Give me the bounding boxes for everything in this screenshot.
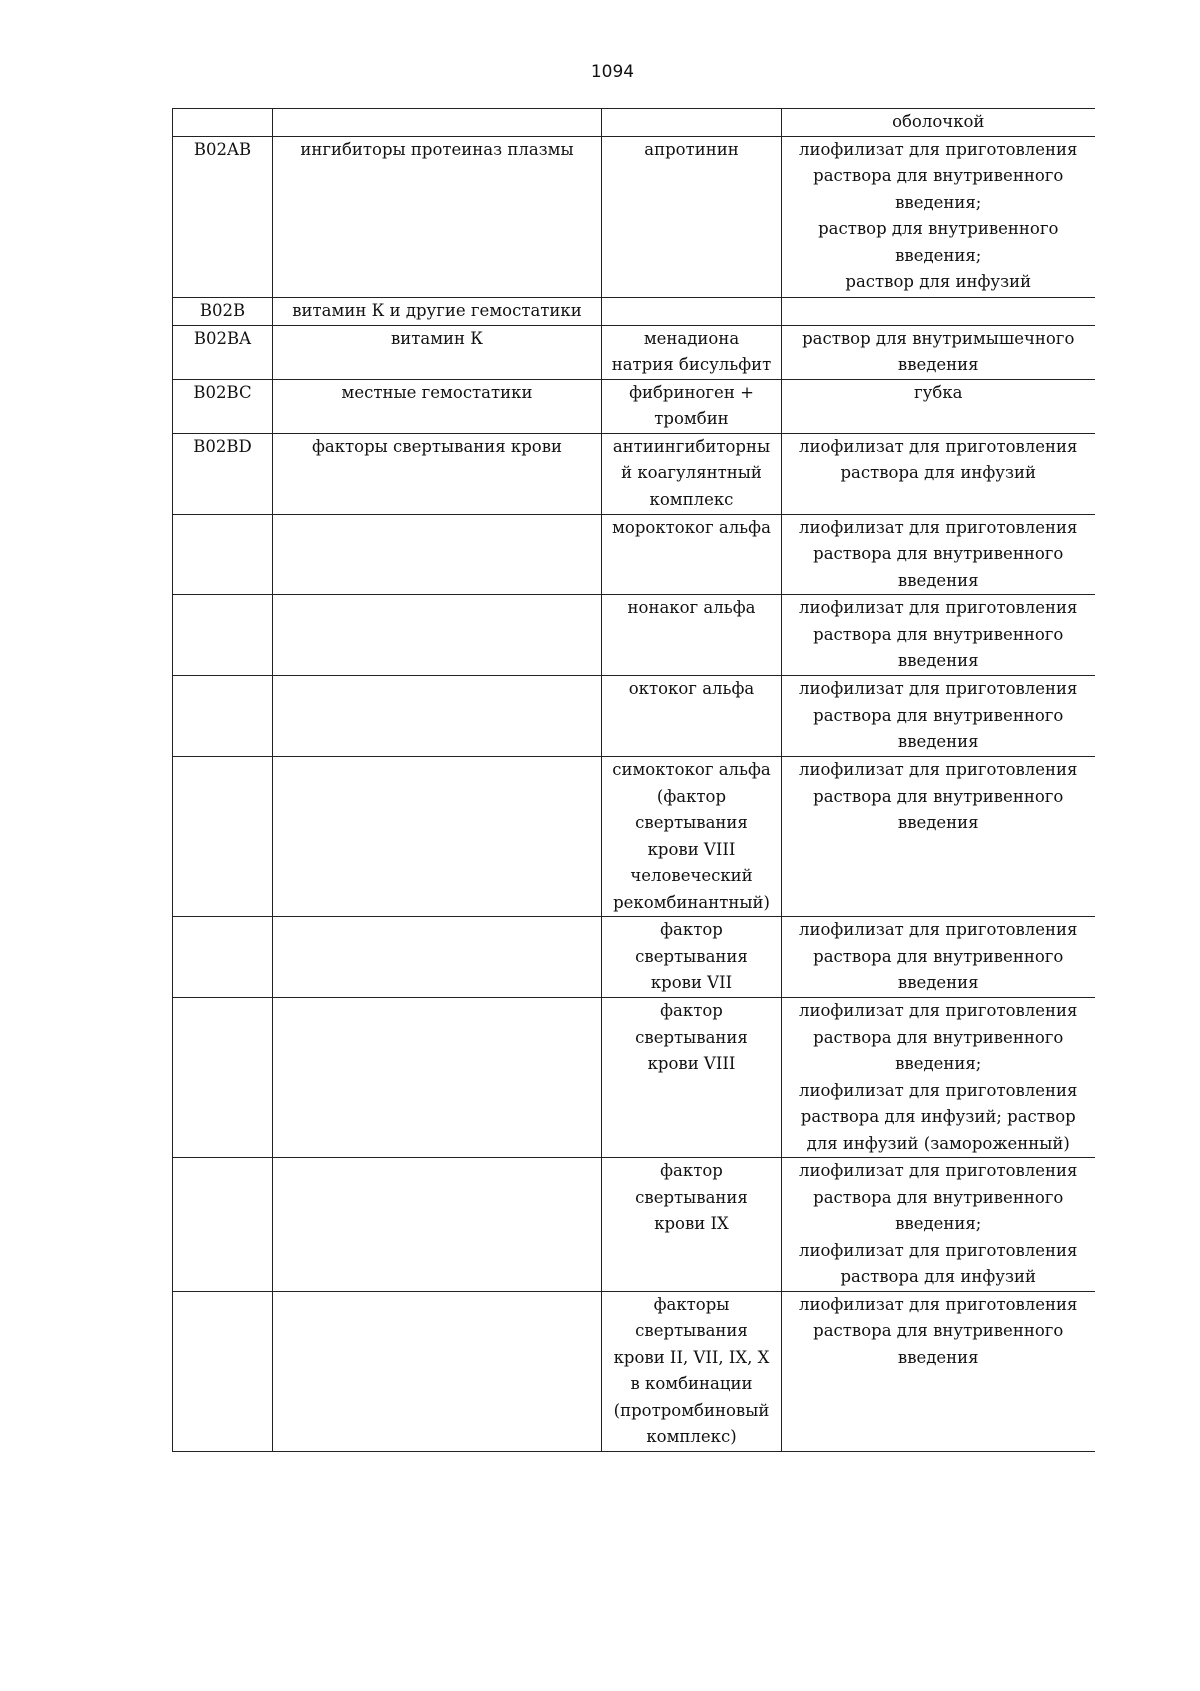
- drug-name-cell: факторы свертывания крови II, VII, IX, X в комбинации (протромбиновый комплекс): [602, 1291, 782, 1451]
- atc-code-cell: [173, 917, 273, 998]
- drug-name-cell: [602, 297, 782, 325]
- table-row: [173, 1291, 1095, 1451]
- group-cell: [273, 1158, 602, 1292]
- drug-name-cell: апротинин: [602, 136, 782, 297]
- group-cell: ингибиторы протеиназ плазмы: [273, 136, 602, 297]
- atc-code-cell: B02BD: [173, 433, 273, 514]
- atc-code-cell: B02BA: [173, 325, 273, 379]
- table-row: [173, 109, 1095, 137]
- group-cell: [273, 1291, 602, 1451]
- table-row: [173, 595, 1095, 676]
- group-cell: витамин К и другие гемостатики: [273, 297, 602, 325]
- atc-code-cell: [173, 109, 273, 137]
- dosage-form-cell: лиофилизат для приготовления раствора для внутривенного введения: [782, 757, 1095, 917]
- dosage-form-cell: лиофилизат для приготовления раствора для внутривенного введения; раствор для внутривенного введения; раствор для инфузий: [782, 136, 1095, 297]
- group-cell: [273, 514, 602, 595]
- dosage-form-cell: [782, 297, 1095, 325]
- group-cell: [273, 109, 602, 137]
- dosage-form-cell: лиофилизат для приготовления раствора для внутривенного введения: [782, 514, 1095, 595]
- table-row: [173, 325, 1095, 379]
- atc-code-cell: [173, 514, 273, 595]
- atc-code-cell: [173, 998, 273, 1158]
- atc-code-cell: [173, 676, 273, 757]
- dosage-form-cell: лиофилизат для приготовления раствора для инфузий: [782, 433, 1095, 514]
- table-row: [173, 379, 1095, 433]
- dosage-form-cell: лиофилизат для приготовления раствора для внутривенного введения; лиофилизат для приготовления раствора для инфузий; раствор для инфузий (замороженный): [782, 998, 1095, 1158]
- atc-code-cell: B02BC: [173, 379, 273, 433]
- atc-code-cell: [173, 757, 273, 917]
- dosage-form-cell: лиофилизат для приготовления раствора для внутривенного введения: [782, 1291, 1095, 1451]
- drug-name-cell: [602, 109, 782, 137]
- dosage-form-cell: лиофилизат для приготовления раствора для внутривенного введения: [782, 676, 1095, 757]
- group-cell: [273, 757, 602, 917]
- group-cell: [273, 595, 602, 676]
- medication-table: [172, 108, 1095, 1452]
- dosage-form-cell: раствор для внутримышечного введения: [782, 325, 1095, 379]
- atc-code-cell: [173, 1158, 273, 1292]
- table-row: [173, 917, 1095, 998]
- group-cell: [273, 676, 602, 757]
- table-row: [173, 998, 1095, 1158]
- atc-code-cell: [173, 595, 273, 676]
- drug-name-cell: фибриноген + тромбин: [602, 379, 782, 433]
- dosage-form-cell: лиофилизат для приготовления раствора для внутривенного введения: [782, 595, 1095, 676]
- dosage-form-cell: лиофилизат для приготовления раствора для внутривенного введения; лиофилизат для приготовления раствора для инфузий: [782, 1158, 1095, 1292]
- drug-name-cell: фактор свертывания крови VIII: [602, 998, 782, 1158]
- table-row: [173, 297, 1095, 325]
- dosage-form-cell: лиофилизат для приготовления раствора для внутривенного введения: [782, 917, 1095, 998]
- drug-name-cell: фактор свертывания крови IX: [602, 1158, 782, 1292]
- table-row: [173, 1158, 1095, 1292]
- table-row: [173, 136, 1095, 297]
- dosage-form-cell: губка: [782, 379, 1095, 433]
- table-row: [173, 514, 1095, 595]
- drug-name-cell: мороктоког альфа: [602, 514, 782, 595]
- table-row: [173, 757, 1095, 917]
- group-cell: витамин К: [273, 325, 602, 379]
- atc-code-cell: B02B: [173, 297, 273, 325]
- atc-code-cell: [173, 1291, 273, 1451]
- drug-name-cell: нонаког альфа: [602, 595, 782, 676]
- drug-name-cell: антиингибиторны й коагулянтный комплекс: [602, 433, 782, 514]
- table-row: [173, 433, 1095, 514]
- drug-name-cell: симоктоког альфа (фактор свертывания крови VIII человеческий рекомбинантный): [602, 757, 782, 917]
- group-cell: факторы свертывания крови: [273, 433, 602, 514]
- drug-name-cell: фактор свертывания крови VII: [602, 917, 782, 998]
- atc-code-cell: B02AB: [173, 136, 273, 297]
- group-cell: местные гемостатики: [273, 379, 602, 433]
- dosage-form-cell: оболочкой: [782, 109, 1095, 137]
- group-cell: [273, 917, 602, 998]
- drug-name-cell: октоког альфа: [602, 676, 782, 757]
- group-cell: [273, 998, 602, 1158]
- page-number: 1094: [590, 62, 635, 82]
- table-row: [173, 676, 1095, 757]
- drug-name-cell: менадиона натрия бисульфит: [602, 325, 782, 379]
